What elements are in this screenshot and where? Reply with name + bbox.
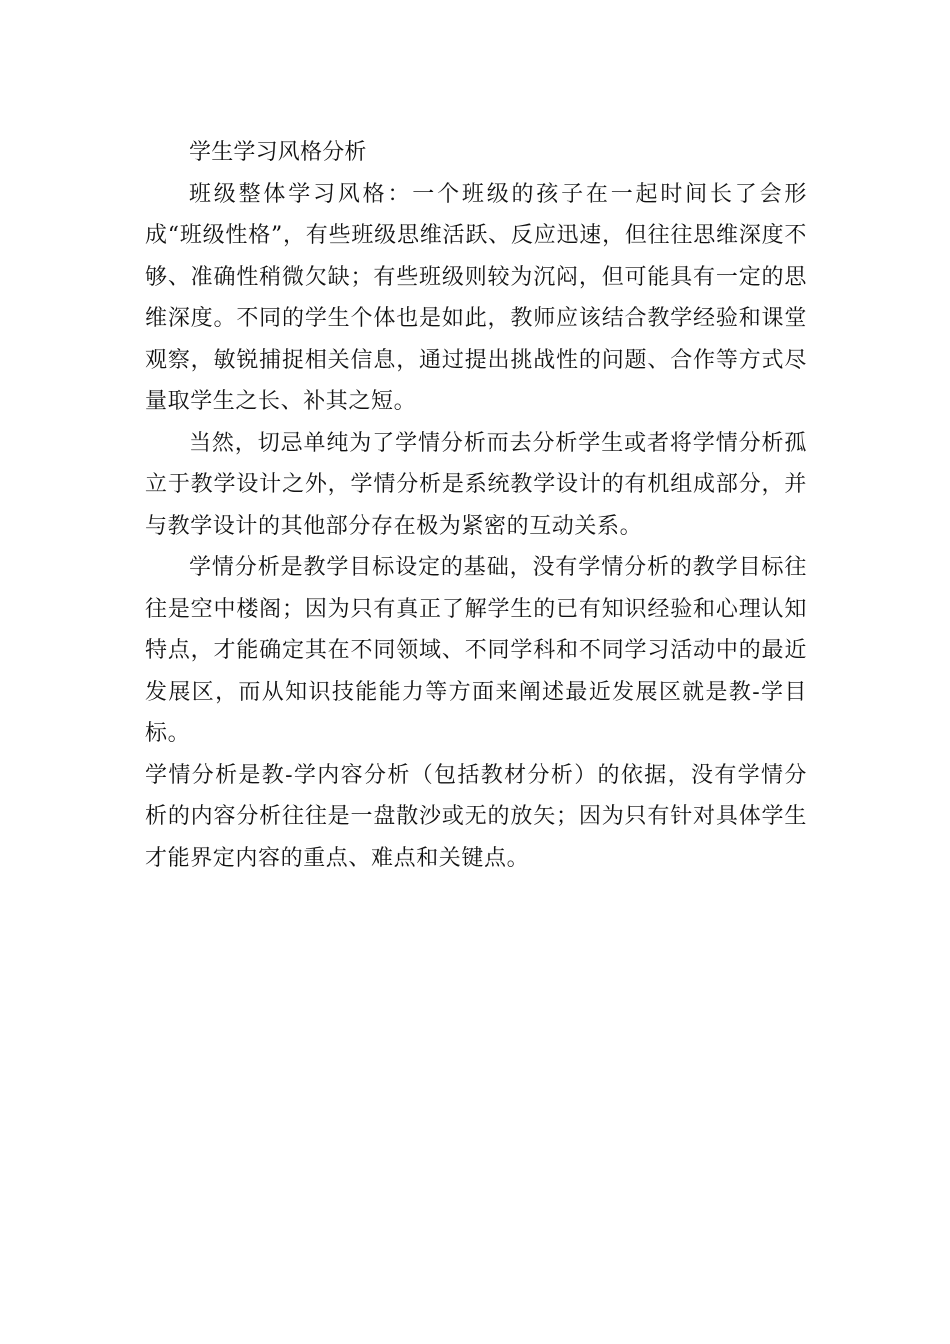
document-body — [145, 132, 807, 879]
paragraph-teaching-goals: 学情分析是教学目标设定的基础，没有学情分析的教学目标往往是空中楼阁；因为只有真正了解学生的已有知识经验和心理认知特点，才能确定其在不同领域、不同学科和不同学习活动中的最近发展区，而从知识技能能力等方面来阐述最近发展区就是教-学目标。 — [145, 555, 807, 746]
paragraph-class-style: 班级整体学习风格：一个班级的孩子在一起时间长了会形成“班级性格”，有些班级思维活跃、反应迅速，但往往思维深度不够、准确性稍微欠缺；有些班级则较为沉闷，但可能具有一定的思维深度。不同的学生个体也是如此，教师应该结合教学经验和课堂观察，敏锐捕捉相关信息，通过提出挑战性的问题、合作等方式尽量取学生之长、补其之短。 — [145, 181, 807, 414]
document-title: 学生学习风格分析 — [189, 140, 367, 165]
paragraph-content-analysis: 学情分析是教-学内容分析（包括教材分析）的依据，没有学情分析的内容分析往往是一盘散沙或无的放矢；因为只有针对具体学生才能界定内容的重点、难点和关键点。 — [145, 762, 807, 871]
paragraph-caution: 当然，切忌单纯为了学情分析而去分析学生或者将学情分析孤立于教学设计之外，学情分析是系统教学设计的有机组成部分，并与教学设计的其他部分存在极为紧密的互动关系。 — [145, 430, 807, 539]
